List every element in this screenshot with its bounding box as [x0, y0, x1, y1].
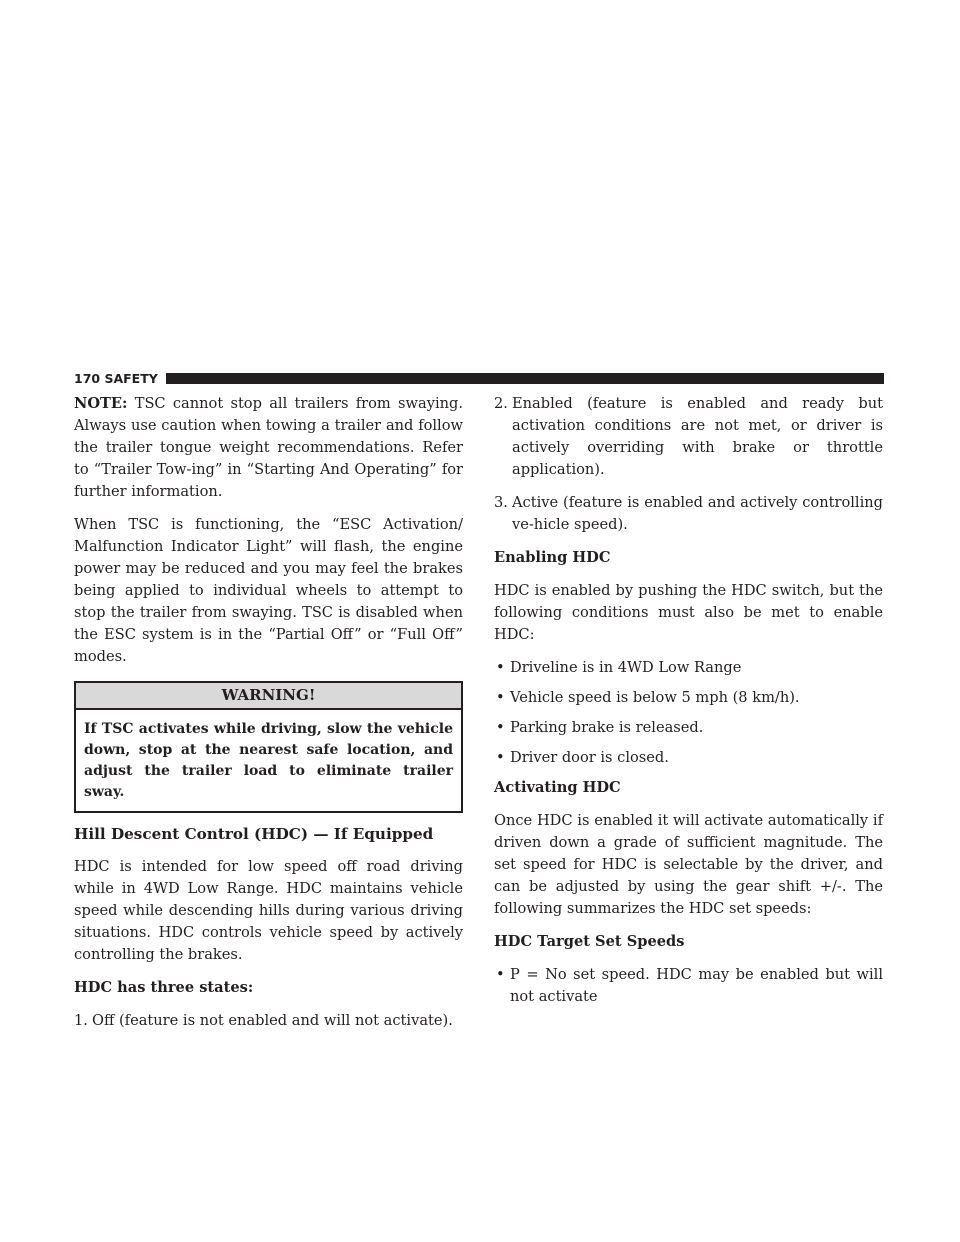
page-number: 170	[74, 370, 101, 386]
note-label: NOTE:	[74, 395, 128, 412]
warning-title: WARNING!	[76, 683, 461, 710]
list-item	[494, 964, 883, 1008]
state-number: 1.	[74, 1012, 88, 1029]
list-item	[494, 747, 883, 769]
page-number-section	[74, 371, 158, 386]
note-text: TSC cannot stop all trailers from swaying. Always use caution when towing a trailer and follow the trailer tongue weight recommendations. Refer to “Trailer Tow-ing” in “Starting And Operating” for further information.	[74, 395, 463, 500]
header-rule	[166, 373, 884, 384]
condition-text: Parking brake is released.	[510, 719, 704, 736]
activating-paragraph: Once HDC is enabled it will activate automatically if driven down a grade of sufficient magnitude. The set speed for HDC is selectable by the driver, and can be adjusted by using the gear shift +/-. The following summarizes the HDC set speeds:	[494, 812, 883, 917]
activating-heading: Activating HDC	[494, 779, 621, 796]
enabling-paragraph: HDC is enabled by pushing the HDC switch, but the following conditions must also be met to enable HDC:	[494, 582, 883, 643]
target-speed-text: P = No set speed. HDC may be enabled but will not activate	[510, 966, 883, 1005]
state-item	[494, 393, 883, 481]
state-text: Active (feature is enabled and actively controlling ve-hicle speed).	[512, 494, 883, 533]
target-speeds-heading: HDC Target Set Speeds	[494, 933, 685, 950]
state-item	[74, 1010, 463, 1032]
tsc-paragraph: When TSC is functioning, the “ESC Activation/ Malfunction Indicator Light” will flash, the engine power may be reduced and you may feel the brakes being applied to individual wheels to attempt to stop the trailer from swaying. TSC is disabled when the ESC system is in the “Partial Off” or “Full Off” modes.	[74, 516, 463, 665]
bullet-icon: •	[496, 659, 505, 676]
list-item	[494, 657, 883, 679]
bullet-icon: •	[496, 749, 505, 766]
bullet-icon: •	[496, 966, 505, 983]
page-header	[74, 370, 884, 386]
list-item	[494, 717, 883, 739]
state-number: 3.	[494, 494, 508, 511]
condition-text: Vehicle speed is below 5 mph (8 km/h).	[510, 689, 800, 706]
section-title: SAFETY	[104, 370, 158, 386]
condition-text: Driveline is in 4WD Low Range	[510, 659, 742, 676]
warning-text: If TSC activates while driving, slow the vehicle down, stop at the nearest safe location, and adjust the trailer load to eliminate trailer sway.	[84, 721, 453, 800]
hdc-intro-paragraph: HDC is intended for low speed off road driving while in 4WD Low Range. HDC maintains vehicle speed while descending hills during various driving situations. HDC controls vehicle speed by actively controlling the brakes.	[74, 858, 463, 963]
hdc-heading: Hill Descent Control (HDC) — If Equipped	[74, 825, 434, 843]
state-number: 2.	[494, 395, 508, 412]
list-item	[494, 687, 883, 709]
bullet-icon: •	[496, 719, 505, 736]
right-column	[494, 393, 883, 1016]
note-paragraph	[74, 393, 463, 503]
enabling-heading: Enabling HDC	[494, 549, 611, 566]
state-text: Enabled (feature is enabled and ready but activation conditions are not met, or driver is actively overriding with brake or throttle application).	[512, 395, 883, 478]
bullet-icon: •	[496, 689, 505, 706]
left-column	[74, 393, 463, 1043]
state-text: Off (feature is not enabled and will not activate).	[92, 1012, 453, 1029]
condition-text: Driver door is closed.	[510, 749, 669, 766]
state-item	[494, 492, 883, 536]
states-heading: HDC has three states:	[74, 979, 254, 996]
warning-box	[74, 681, 463, 813]
